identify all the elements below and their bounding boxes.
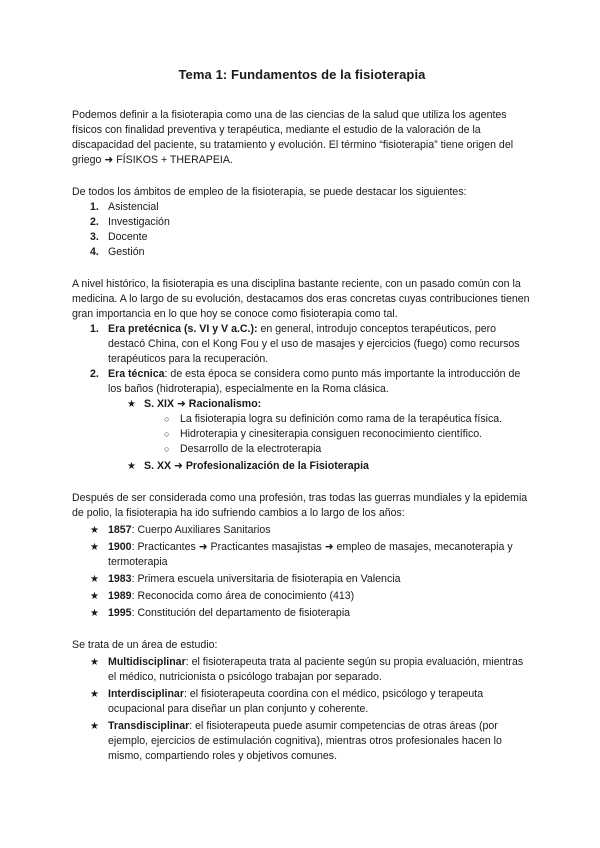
list-item: [72, 412, 532, 427]
list-item: [72, 427, 532, 442]
list-number: 2.: [90, 216, 99, 228]
list-number: 3.: [90, 231, 99, 243]
era-item: [72, 322, 532, 367]
era-term: Era pretécnica (s. VI y V a.C.):: [108, 323, 258, 335]
profesion-lead: Después de ser considerada como una profesión, tras todas las guerras mundiales y la epidemia de polio, la fisioterapia ha ido sufriendo cambios a lo largo de los años:: [72, 492, 528, 519]
star-icon: ★: [90, 525, 99, 536]
list-number: 4.: [90, 246, 99, 258]
area-term: Transdisciplinar: [108, 720, 190, 732]
timeline-item: [72, 589, 532, 604]
list-item-label: Investigación: [108, 216, 170, 228]
area-text: : el fisioterapeuta coordina con el médico, psicólogo y terapeuta ocupacional para diseñar un plan conjunto y coherente.: [108, 688, 484, 715]
siglo-xix-item: [72, 397, 532, 412]
era-term: Era técnica: [108, 368, 165, 380]
star-icon: ★: [90, 542, 99, 553]
list-item-text: Hidroterapia y cinesiterapia consiguen reconocimiento científico.: [180, 428, 483, 440]
era-item: [72, 367, 532, 397]
year-label: 1983: [108, 573, 132, 585]
list-item-label: Gestión: [108, 246, 145, 258]
circle-bullet-icon: ○: [164, 444, 170, 454]
siglo-xx-item: [72, 459, 532, 474]
star-icon: ★: [127, 461, 136, 472]
page-title: Tema 1: Fundamentos de la fisioterapia: [178, 67, 426, 82]
historia-lead: A nivel histórico, la fisioterapia es una disciplina bastante reciente, con un pasado común con la medicina. A lo largo de su evolución, destacamos dos eras concretas cuyas contribuciones tienen gran importancia en lo que hoy se conoce como fisioterapia como tal.: [72, 278, 530, 320]
area-text: : el fisioterapeuta puede asumir competencias de otras áreas (por ejemplo, ejercicios de estimulación cognitiva), mientras otros profesionales hacen lo mismo, compartiendo roles y objetivos comunes.: [108, 720, 502, 762]
list-item: [72, 230, 532, 245]
circle-bullet-icon: ○: [164, 429, 170, 439]
list-item-text: Desarrollo de la electroterapia: [180, 443, 322, 455]
timeline-text: : Cuerpo Auxiliares Sanitarios: [131, 524, 271, 536]
list-item: [72, 245, 532, 260]
siglos-list-2: [72, 459, 532, 474]
document-page: [72, 66, 532, 764]
circle-bullet-icon: ○: [164, 414, 170, 424]
ambitos-list: [72, 200, 532, 260]
siglos-list: [72, 397, 532, 412]
list-number: 2.: [90, 368, 99, 380]
timeline-text: : Constitución del departamento de fisioterapia: [131, 607, 351, 619]
list-item: [72, 215, 532, 230]
timeline-text: : Practicantes ➜ Practicantes masajistas ➜ empleo de masajes, mecanoterapia y termoterapia: [108, 541, 513, 568]
year-label: 1989: [108, 590, 132, 602]
timeline-text: : Reconocida como área de conocimiento (413): [131, 590, 355, 602]
list-item-label: Docente: [108, 231, 148, 243]
year-label: 1900: [108, 541, 132, 553]
star-icon: ★: [127, 399, 136, 410]
area-term: Multidisciplinar: [108, 656, 186, 668]
list-item-text: La fisioterapia logra su definición como rama de la terapéutica física.: [180, 413, 503, 425]
timeline-item: [72, 572, 532, 587]
siglo-label: S. XIX ➜ Racionalismo:: [144, 398, 262, 410]
star-icon: ★: [90, 591, 99, 602]
timeline-item: [72, 523, 532, 538]
timeline-text: : Primera escuela universitaria de fisioterapia en Valencia: [131, 573, 401, 585]
timeline-item: [72, 606, 532, 621]
list-number: 1.: [90, 201, 99, 213]
list-item: [72, 442, 532, 457]
star-icon: ★: [90, 608, 99, 619]
star-icon: ★: [90, 721, 99, 732]
list-number: 1.: [90, 323, 99, 335]
intro-paragraph: Podemos definir a la fisioterapia como una de las ciencias de la salud que utiliza los agentes físicos con finalidad preventiva y terapéutica, mediante el estudio de la valoración de la discapacidad del paciente, su tratamiento y evolución. El término “fisioterapia” tiene origen del griego ➜ FÍSIKOS + THERAPEIA.: [72, 109, 514, 166]
siglo-label: S. XX ➜ Profesionalización de la Fisioterapia: [144, 460, 369, 472]
year-label: 1995: [108, 607, 132, 619]
star-icon: ★: [90, 657, 99, 668]
ambitos-lead: De todos los ámbitos de empleo de la fisioterapia, se puede destacar los siguientes:: [72, 186, 467, 198]
area-item: [72, 687, 532, 717]
siglo-xix-sublist: [72, 412, 532, 457]
eras-list: [72, 322, 532, 397]
area-lead: Se trata de un área de estudio:: [72, 639, 218, 651]
area-term: Interdisciplinar: [108, 688, 184, 700]
star-icon: ★: [90, 689, 99, 700]
area-list: [72, 655, 532, 764]
era-text: : de esta época se considera como punto más importante la introducción de los baños (hidroterapia), especialmente en la Roma clásica.: [108, 368, 521, 395]
profesion-list: [72, 523, 532, 621]
area-item: [72, 719, 532, 764]
area-text: : el fisioterapeuta trata al paciente según su propia evaluación, mientras el médico, nutricionista o psicólogo trabajan por separado.: [108, 656, 524, 683]
list-item: [72, 200, 532, 215]
timeline-item: [72, 540, 532, 570]
star-icon: ★: [90, 574, 99, 585]
area-item: [72, 655, 532, 685]
list-item-label: Asistencial: [108, 201, 159, 213]
year-label: 1857: [108, 524, 132, 536]
era-text: en general, introdujo conceptos terapéuticos, pero destacó China, con el Kong Fou y el uso de masajes y ejercicios (fuego) como recursos terapéuticos para la recuperación.: [108, 323, 520, 365]
